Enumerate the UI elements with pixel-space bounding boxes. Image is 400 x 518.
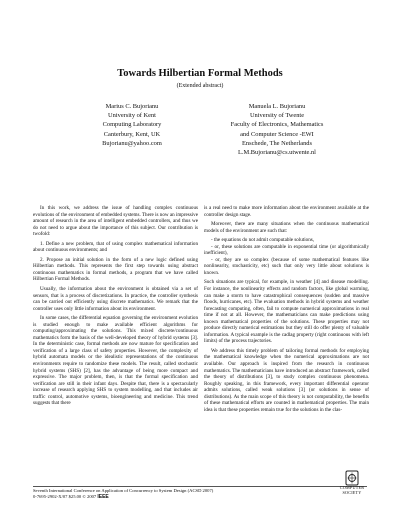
copyright-text: 0-7695-2902-X/07 $25.00 © 2007 — [33, 494, 97, 499]
author-block-1 — [76, 102, 188, 148]
paper-title: Towards Hilbertian Formal Methods — [117, 68, 283, 79]
ieee-logo-text: IEEE — [97, 494, 109, 500]
paragraph: We address this timely problem of tailoring formal methods for employing the mathematical knowledge when the numerical approximations are not available. Our approach is inspired from the research in continuous mathematics. The mathematicians have introduced an abstract framework, called the theory of distributions [3], to study complex continuous phenomena. Roughly speaking, in this framework, every important differential operator admits solutions, called weak solutions [3] (or solutions in sense of distributions). As the main scope of this theory is not computability, the benefits of these mathematical efforts are counted in mathematical properties. The main idea is that these properties remain true for the solutions in the clas- — [204, 347, 369, 413]
publisher-logo-line: COMPUTER — [339, 485, 365, 490]
paragraph: Such situations are typical, for example, in weather [4] and disease modelling. For instance, the nonlinearity effects and random factors, like global warming, can make a storm to have catastrophical consequences (sudden and massive floods, hurricanes, etc). The evaluation methods in hybrid systems and weather forecasting computing, often, fail to compute numerical approximations in real time if not at all. However, the mathematicians can make predictions using known mathematical properties of the solutions. These properties may not produce directly numerical estimations but they still do offer plenty of valuable information. A typical example is the cadlag property (right continuous with left limits) of the process trajectories. — [204, 279, 369, 345]
author-block-2 — [202, 102, 352, 157]
footer-divider — [33, 486, 367, 487]
paragraph: Usually, the information about the environment is obtained via a set of sensors, that is a process of discretizations. In practice, the controller synthesis can be carried out efficiently using discrete mathematics. We remark that the controller uses only little information about its environment. — [33, 286, 198, 312]
list-item: 2. Propose an initial solution in the form of a new logic defined using Hilbertian methods. This represents the first step towards using abstract continuous mathematics in formal methods, a program that we have called Hilbertian Formal Methods. — [33, 256, 198, 283]
computer-society-logo — [334, 470, 370, 510]
list-item: 1. Define a new problem, that of using complex mathematical information about continuous environments; and — [33, 240, 198, 254]
author-affiliation: University of Twente — [249, 112, 305, 120]
author-name: Manuela L. Bujorianu — [248, 103, 306, 110]
list-item: - the equations do not admit computable solutions, — [211, 237, 314, 244]
list-item: - or, they are so complex (because of some mathematical features like nonlinearity, stochasticity, etc) such that only very little about solutions is known. — [204, 256, 369, 276]
author-affiliation: Computing Laboratory — [102, 121, 162, 129]
right-column — [204, 205, 369, 416]
author-affiliation: Canterbury, Kent, UK — [103, 130, 161, 138]
list-item: - or, these solutions are computable in exponential time (or algorithmically inefficient), — [204, 243, 369, 257]
author-affiliation: Enschede, The Netherlands — [242, 139, 312, 147]
paragraph: In some cases, the differential equation governing the environment evolution is studied enough to make available efficient algorithms for computing/approximating the solutions. This mixed discrete/continuous mathematics form the basis of the well-developed theory of hybrid systems [3]. In the deterministic case, formal methods are now mature for specification and verification of a large class of safety properties. However, the complexity of hybrid automata models or the idealistic representations of the continuous environments require to randomize these models. The result, called stochastic hybrid systems (SHS) [2], has the advantage of being more compact and expressive. The major problem, then, is that the formal specification and verification are still in their infant days. Despite that, there is a spectacularly increase of research applying SHS to system modelling, and that includes air traffic control, automotive systems, bioengineering and medicine. This trend suggests that there — [33, 315, 198, 407]
paragraph: Moreover, there are many situations when the continuous mathematical models of the environment are such that: — [204, 221, 369, 234]
footer — [33, 488, 213, 500]
paper-subtitle: (Extended abstract) — [176, 83, 224, 89]
publisher-logo-line: SOCIETY — [342, 489, 362, 495]
copyright-line — [33, 494, 213, 500]
author-affiliation: Faculty of Electronics, Mathematics — [230, 121, 324, 129]
author-affiliation: and Computer Science -EWI — [240, 130, 314, 138]
author-email: Bujorianu@yahoo.com — [102, 139, 162, 147]
paragraph: is a real need to make more information about the environment available at the controller design stage. — [204, 205, 369, 218]
conference-line: Seventh International Conference on Application of Concurrency to System Design (ACSD 2007) — [33, 488, 214, 493]
author-affiliation: University of Kent — [108, 112, 156, 120]
left-column — [33, 205, 198, 410]
computer-society-emblem-icon — [345, 470, 359, 486]
paragraph: In this work, we address the issue of handling complex continuous evolutions of the environment of embedded systems. There is now an impressive amount of research in the area of intelligent embedded controllers, and thus we do not need to argue about the importance of this subject. Our contribution is twofold: — [33, 205, 198, 238]
author-name: Marius C. Bujorianu — [105, 103, 159, 110]
author-email: L.M.Bujorianu@cs.utwente.nl — [238, 149, 316, 157]
